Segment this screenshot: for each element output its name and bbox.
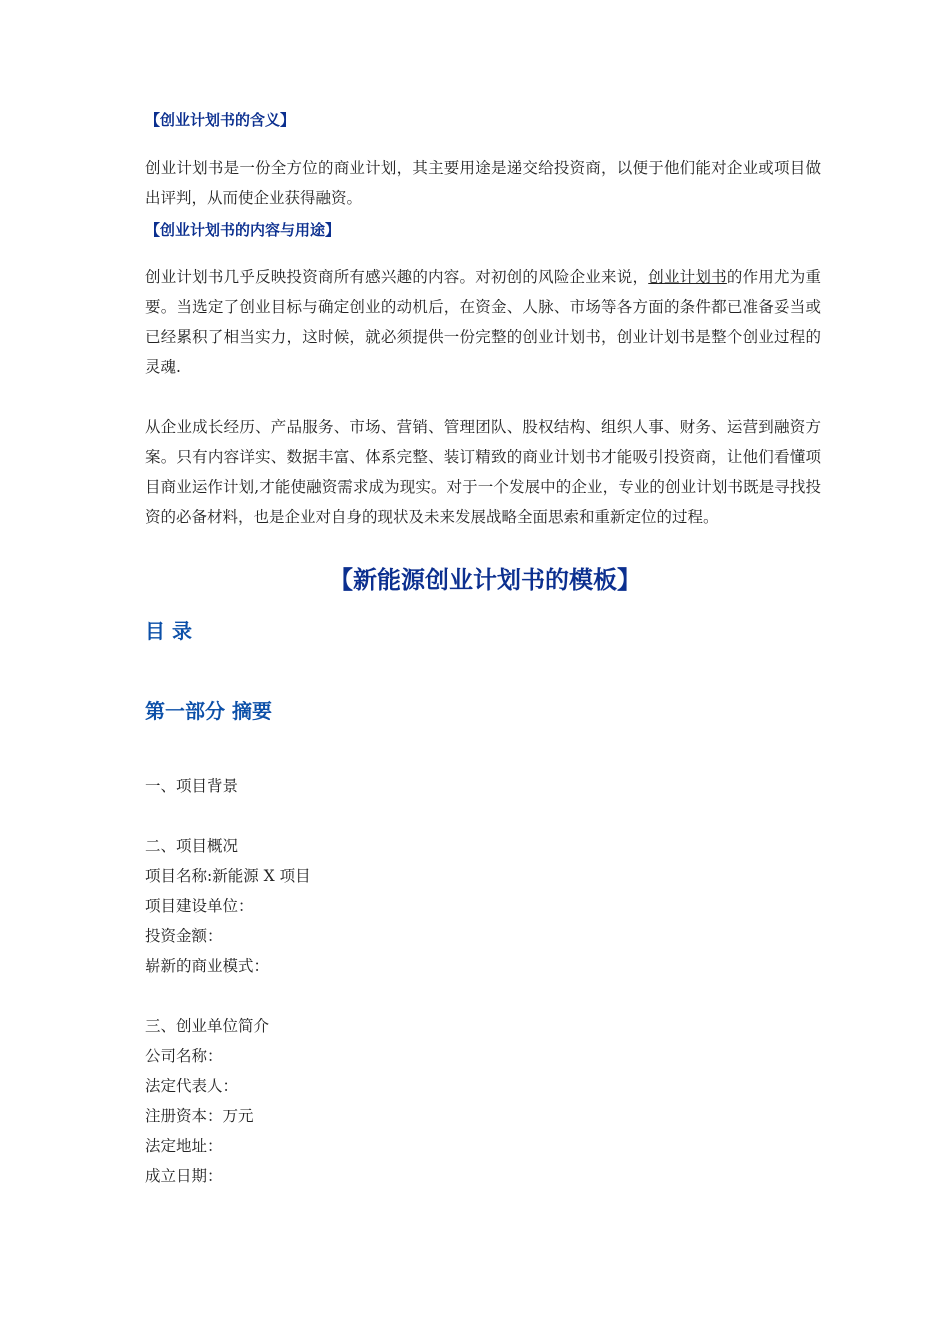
item-legal-address: 法定地址： — [145, 1137, 223, 1155]
item-investment-amount: 投资金额： — [145, 927, 223, 945]
item-project-overview: 二、项目概况 — [145, 837, 239, 855]
item-establish-date: 成立日期： — [145, 1167, 223, 1185]
heading-content-usage-text: 【创业计划书的内容与用途】 — [145, 221, 341, 239]
item-registered-capital: 注册资本：万元 — [145, 1107, 254, 1125]
main-title: 【新能源创业计划书的模板】 — [329, 566, 641, 594]
item-legal-representative: 法定代表人： — [145, 1077, 239, 1095]
heading-meaning: 【创业计划书的含义】 — [145, 111, 296, 129]
paragraph-content-usage-post: 的作用尤为重要。当选定了创业目标与确定创业的动机后，在资金、人脉、市场等各方面的条件都已准备妥当或已经累积了相当实力，这时候，就必须提供一份完整的创业计划书，创业计划书是整个创业过程的灵魂. — [145, 268, 821, 376]
item-project-unit: 项目建设单位： — [145, 897, 254, 915]
paragraph-meaning: 创业计划书是一份全方位的商业计划，其主要用途是递交给投资商，以便于他们能对企业或项目做出评判，从而使企业获得融资。 — [145, 159, 821, 207]
paragraph-content-usage — [145, 262, 821, 382]
heading-content-usage — [145, 219, 340, 240]
item-project-name: 项目名称:新能源 X 项目 — [145, 867, 311, 885]
item-business-model: 崭新的商业模式： — [145, 957, 270, 975]
item-company-name: 公司名称： — [145, 1047, 223, 1065]
item-project-background: 一、项目背景 — [145, 777, 239, 795]
paragraph-content-usage-pre: 创业计划书几乎反映投资商所有感兴趣的内容。对初创的风险企业来说， — [145, 268, 649, 286]
item-company-intro: 三、创业单位简介 — [145, 1017, 270, 1035]
paragraph-growth: 从企业成长经历、产品服务、市场、营销、管理团队、股权结构、组织人事、财务、运营到融资方案。只有内容详实、数据丰富、体系完整、装订精致的商业计划书才能吸引投资商，让他们看懂项目商业运作计划,才能使融资需求成为现实。对于一个发展中的企业，专业的创业计划书既是寻找投资的必备材料，也是企业对自身的现状及未来发展战略全面思索和重新定位的过程。 — [145, 418, 821, 526]
toc-heading: 目 录 — [145, 619, 192, 643]
business-plan-link[interactable]: 创业计划书 — [648, 268, 727, 286]
part1-heading: 第一部分 摘要 — [145, 699, 272, 723]
